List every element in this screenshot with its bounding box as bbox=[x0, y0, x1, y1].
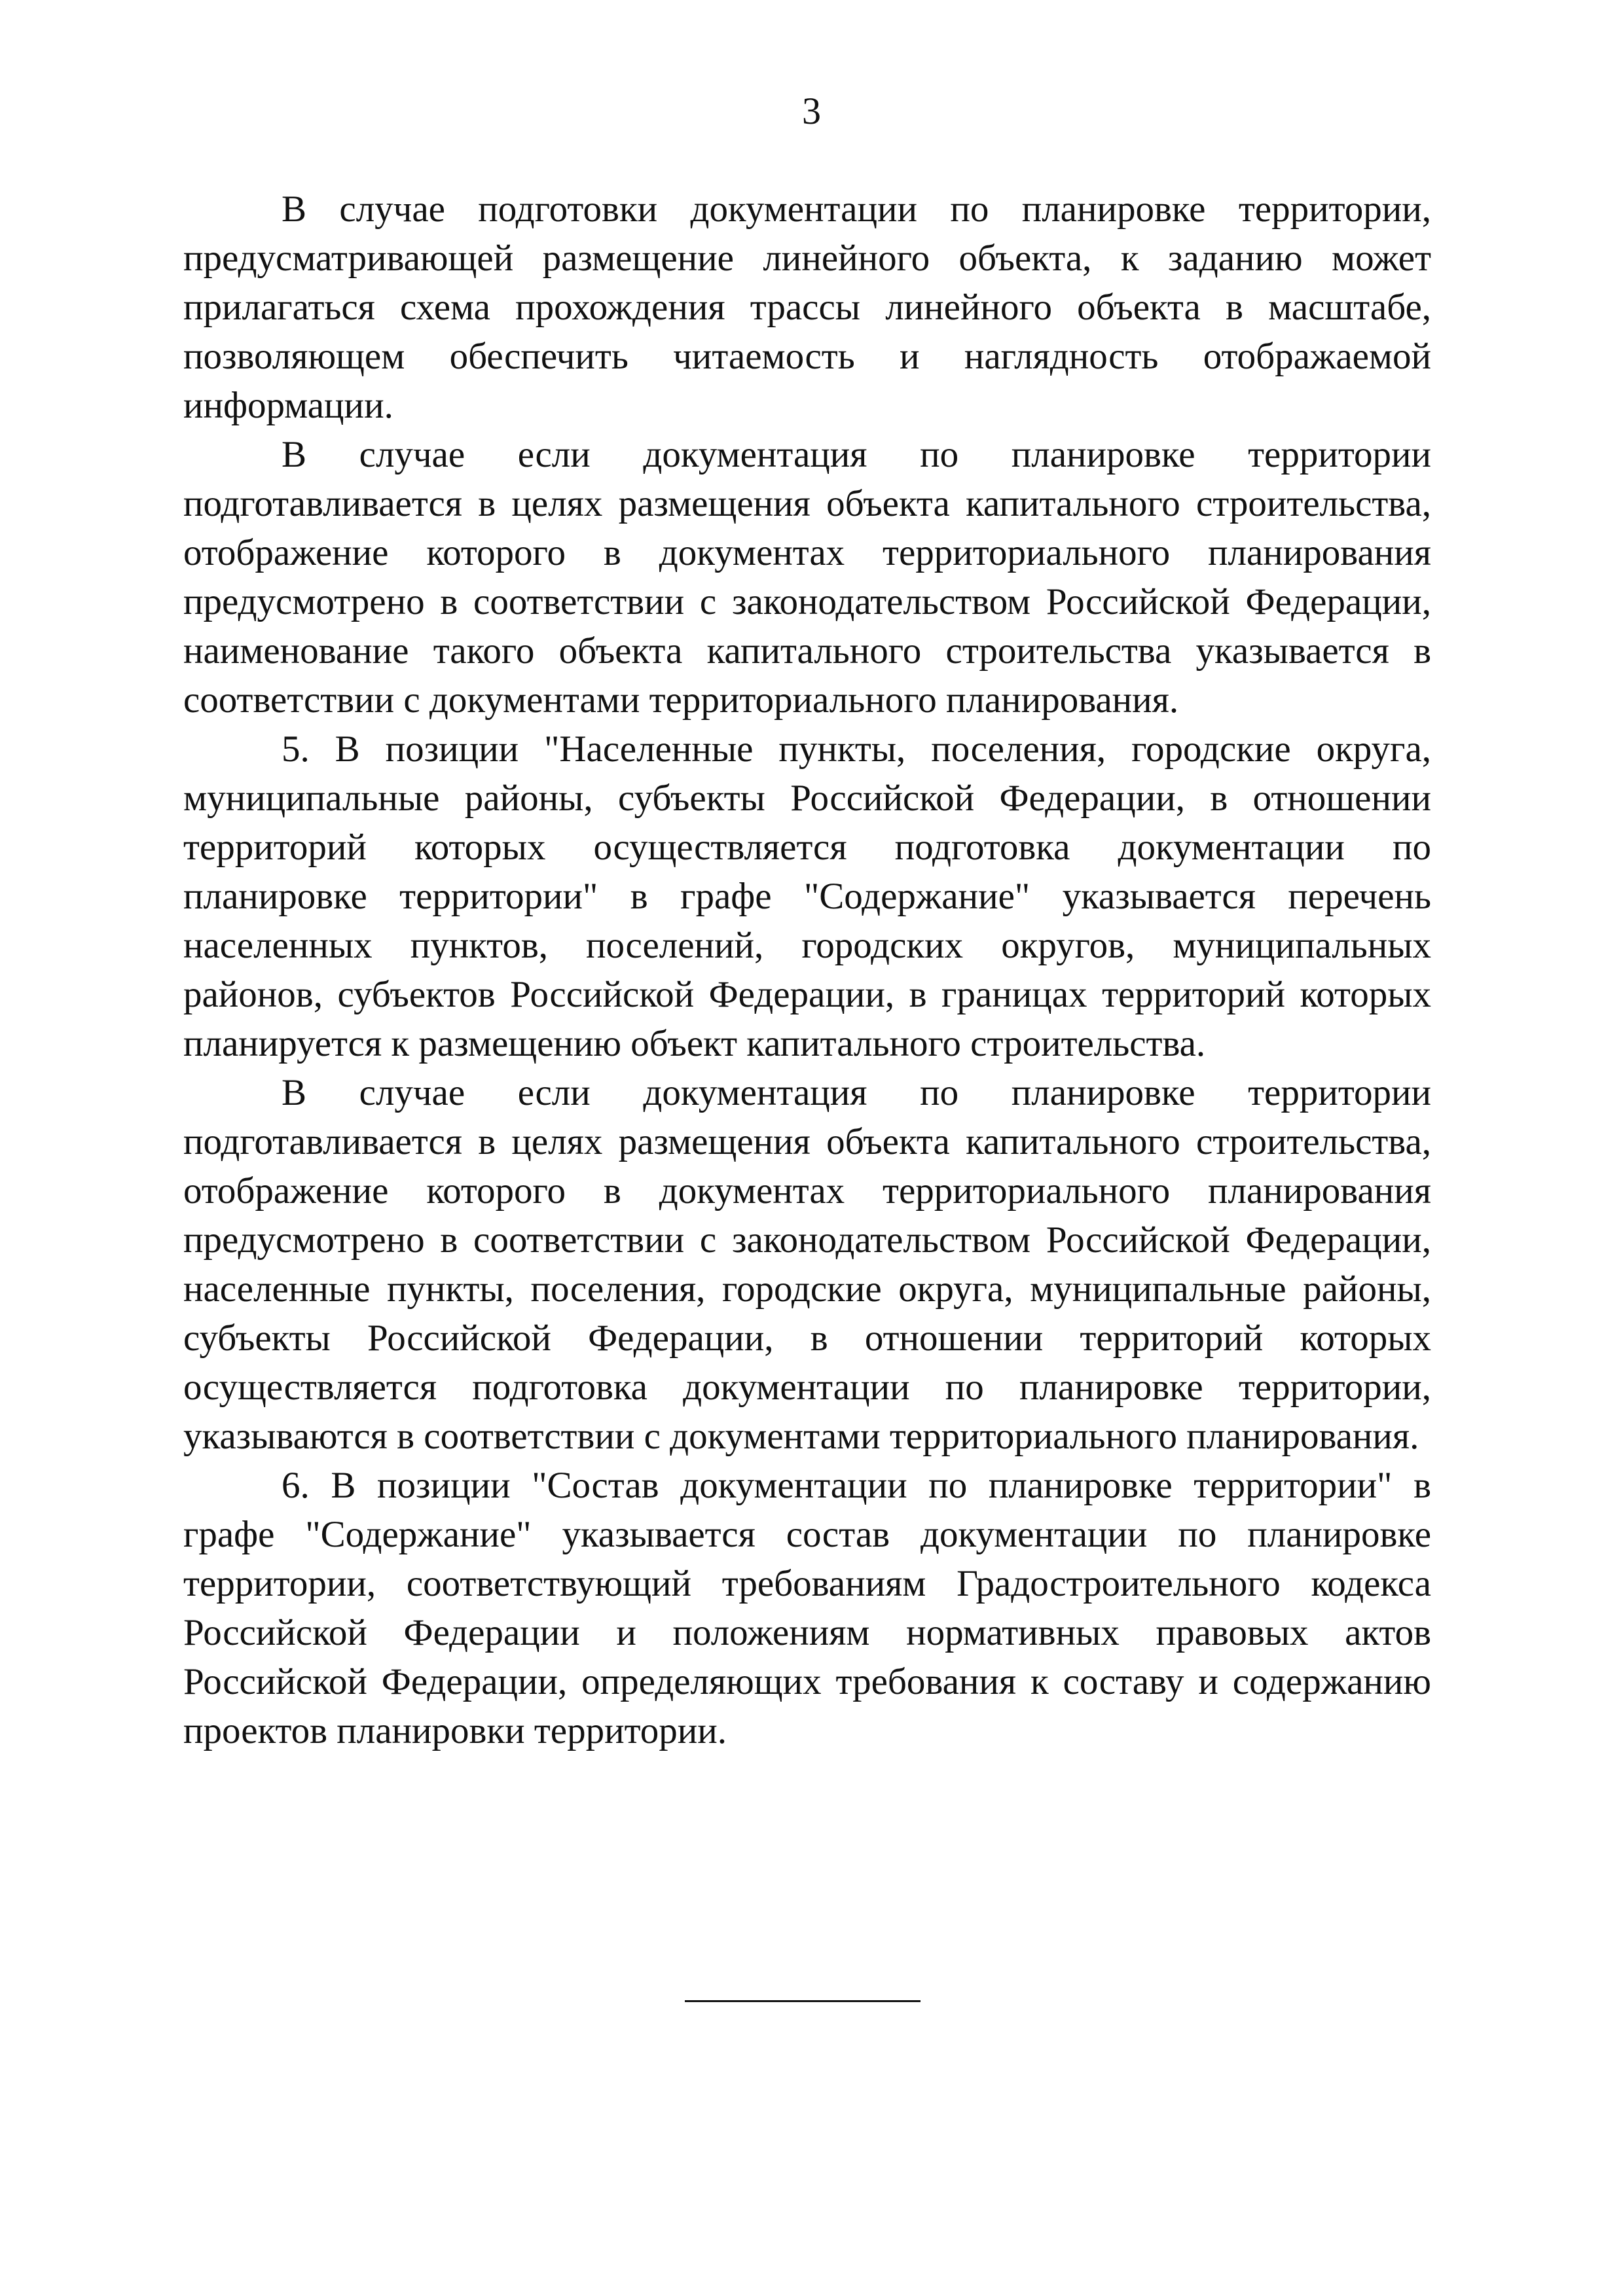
paragraph-settlements-per-planning-docs: В случае если документация по планировке территории подготавливается в целях размещения объекта капитального строительства, отображение которого в документах территориального планирования предусмотрено в соответствии с законодательством Российской Федерации, населенные пункты, поселения, городские округа, муниципальные районы, субъекты Российской Федерации, в отношении территорий которых осуществляется подготовка документации по планировке территории, указываются в соответствии с документами территориального планирования. bbox=[183, 1072, 1431, 1457]
paragraph-linear-object-scheme: В случае подготовки документации по планировке территории, предусматривающей размещение линейного объекта, к заданию может прилагаться схема прохождения трассы линейного объекта в масштабе, позволяющем обеспечить читаемость и наглядность отображаемой информации. bbox=[183, 188, 1431, 426]
document-body bbox=[183, 185, 1431, 1755]
paragraph-capital-object-name: В случае если документация по планировке территории подготавливается в целях размещения объекта капитального строительства, отображение которого в документах территориального планирования предусмотрено в соответствии с законодательством Российской Федерации, наименование такого объекта капитального строительства указывается в соответствии с документами территориального планирования. bbox=[183, 434, 1431, 721]
page-number: 3 bbox=[802, 90, 821, 132]
paragraph-item-5: 5. В позиции "Населенные пункты, поселения, городские округа, муниципальные районы, субъекты Российской Федерации, в отношении территорий которых осуществляется подготовка документации по планировке территории" в графе "Содержание" указывается перечень населенных пунктов, поселений, городских округов, муниципальных районов, субъектов Российской Федерации, в границах территорий которых планируется к размещению объект капитального строительства. bbox=[183, 728, 1431, 1064]
paragraph-item-6: 6. В позиции "Состав документации по планировке территории" в графе "Содержание" указывается состав документации по планировке территории, соответствующий требованиям Градостроительного кодекса Российской Федерации и положениям нормативных правовых актов Российской Федерации, определяющих требования к составу и содержанию проектов планировки территории. bbox=[183, 1465, 1431, 1751]
end-of-document-rule bbox=[685, 2000, 921, 2002]
